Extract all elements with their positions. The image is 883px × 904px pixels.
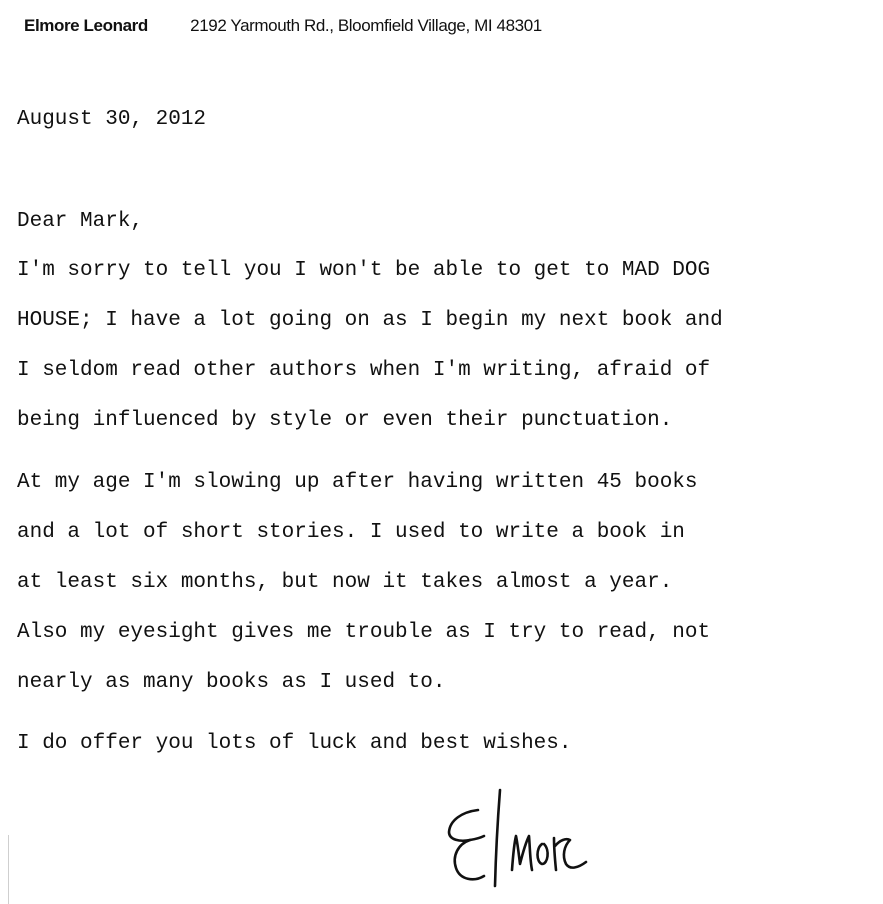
signature <box>440 786 620 901</box>
paragraph-3 <box>17 719 572 769</box>
paragraph-line: at least six months, but now it takes almost a year. <box>17 571 673 594</box>
letter-date: August 30, 2012 <box>17 108 207 131</box>
paragraph-line: HOUSE; I have a lot going on as I begin my next book and <box>17 309 723 332</box>
signature-image <box>440 786 620 896</box>
paragraph-line: I seldom read other authors when I'm writing, afraid of <box>17 359 711 382</box>
letterhead <box>24 16 542 36</box>
paragraph-line: being influenced by style or even their punctuation. <box>17 409 673 432</box>
page-edge-line <box>8 835 9 904</box>
letter-salutation: Dear Mark, <box>17 210 144 233</box>
letterhead-address: 2192 Yarmouth Rd., Bloomfield Village, MI 48301 <box>190 16 542 35</box>
paragraph-line: nearly as many books as I used to. <box>17 671 446 694</box>
paragraph-2 <box>17 458 710 708</box>
paragraph-line: I do offer you lots of luck and best wishes. <box>17 732 572 755</box>
letterhead-name: Elmore Leonard <box>24 16 148 35</box>
paragraph-1 <box>17 246 723 446</box>
paragraph-line: Also my eyesight gives me trouble as I try to read, not <box>17 621 711 644</box>
paragraph-line: At my age I'm slowing up after having written 45 books <box>17 471 698 494</box>
paragraph-line: and a lot of short stories. I used to write a book in <box>17 521 685 544</box>
paragraph-line: I'm sorry to tell you I won't be able to get to MAD DOG <box>17 259 711 282</box>
